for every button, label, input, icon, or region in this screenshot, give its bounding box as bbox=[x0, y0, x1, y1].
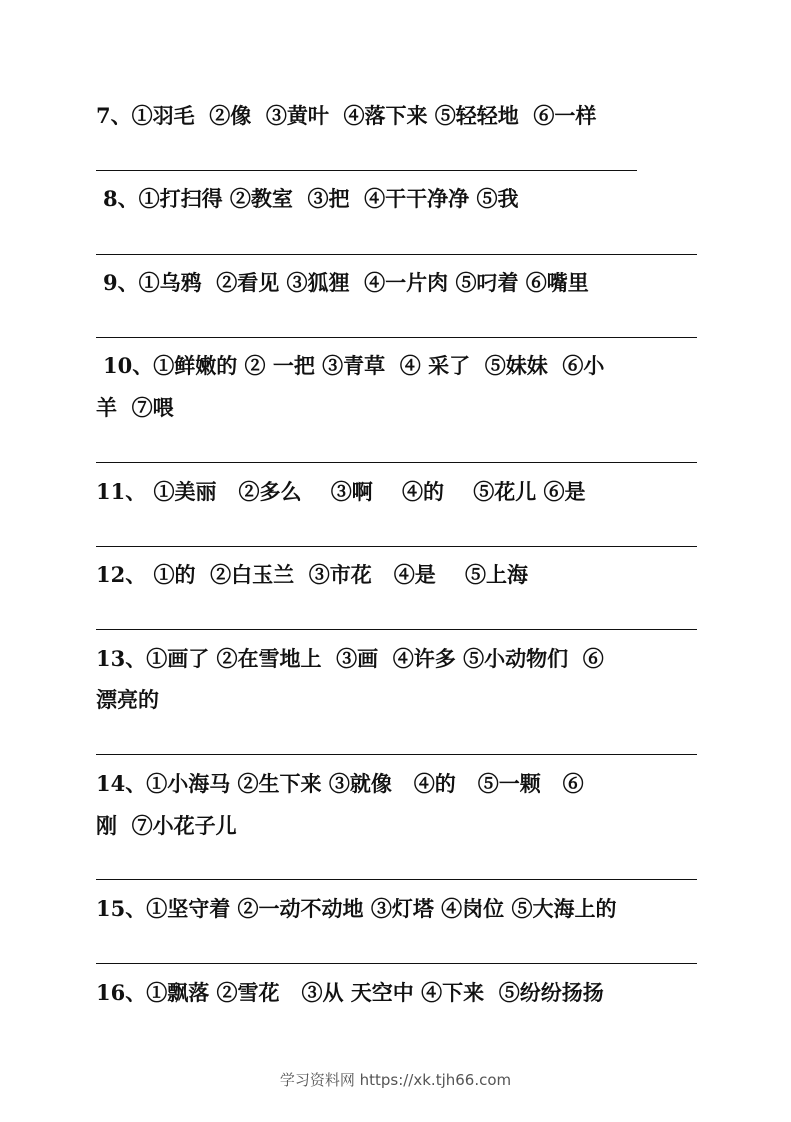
item-7-line1: 7、①羽毛 ②像 ③黄叶 ④落下来 ⑤轻轻地 ⑥一样 bbox=[96, 103, 597, 128]
answer-line-14 bbox=[96, 879, 697, 880]
item-11-line1: 11、 ①美丽 ②多么 ③啊 ④的 ⑤花儿 ⑥是 bbox=[96, 479, 586, 504]
footer-watermark: 学习资料网 https://xk.tjh66.com bbox=[279, 1071, 512, 1089]
item-14-line2: 刚 ⑦小花子儿 bbox=[96, 813, 237, 838]
item-16-line1: 16、①飘落 ②雪花 ③从 天空中 ④下来 ⑤纷纷扬扬 bbox=[96, 980, 604, 1005]
item-8-line1: 8、①打扫得 ②教室 ③把 ④干干净净 ⑤我 bbox=[103, 186, 519, 211]
item-10-line2: 羊 ⑦喂 bbox=[96, 395, 174, 420]
answer-line-13 bbox=[96, 754, 697, 755]
item-13-line1: 13、①画了 ②在雪地上 ③画 ④许多 ⑤小动物们 ⑥ bbox=[96, 646, 604, 671]
item-10-line1: 10、①鲜嫩的 ② 一把 ③青草 ④ 采了 ⑤妹妹 ⑥小 bbox=[103, 353, 605, 378]
answer-line-12 bbox=[96, 629, 697, 630]
answer-line-11 bbox=[96, 546, 697, 547]
answer-line-9 bbox=[96, 337, 697, 338]
answer-line-8 bbox=[96, 254, 697, 255]
item-12-line1: 12、 ①的 ②白玉兰 ③市花 ④是 ⑤上海 bbox=[96, 562, 528, 587]
item-9-line1: 9、①乌鸦 ②看见 ③狐狸 ④一片肉 ⑤叼着 ⑥嘴里 bbox=[103, 270, 589, 295]
item-13-line2: 漂亮的 bbox=[96, 687, 159, 712]
item-14-line1: 14、①小海马 ②生下来 ③就像 ④的 ⑤一颗 ⑥ bbox=[96, 771, 584, 796]
answer-line-10 bbox=[96, 462, 697, 463]
answer-line-15 bbox=[96, 963, 697, 964]
answer-line-7 bbox=[96, 170, 637, 171]
item-15-line1: 15、①坚守着 ②一动不动地 ③灯塔 ④岗位 ⑤大海上的 bbox=[96, 896, 617, 921]
